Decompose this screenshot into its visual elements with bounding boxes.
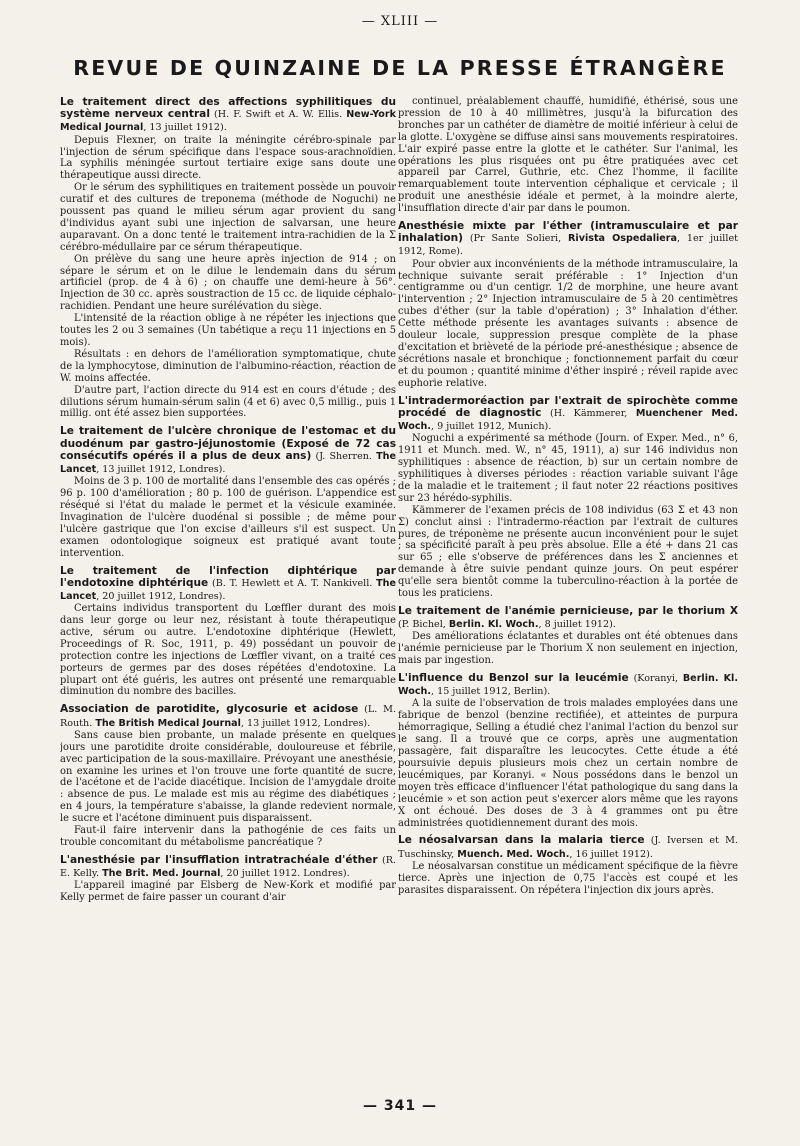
article-paragraph: Des améliorations éclatantes et durables ont été obtenues dans l'anémie pernicieuse par le Thorium X non seulement en injection, mais par ingestion. [398, 631, 738, 667]
article-journal: The Lancet [60, 450, 396, 475]
article-authors: (P. Bichel, [398, 619, 449, 631]
article-authors: (Koranyi, [628, 673, 683, 685]
article-title: Association de parotidite, glycosurie et acidose [60, 703, 359, 716]
article-paragraph: Faut-il faire intervenir dans la pathogénie de ces faits un trouble concomitant du métabolisme pancréatique ? [60, 825, 396, 848]
article-heading [60, 425, 396, 476]
article-authors: (H. F. Swift et A. W. Ellis. [209, 109, 347, 121]
article-date: , 20 juillet 1912. Londres). [220, 868, 350, 880]
article-date: , 15 juillet 1912, Berlin). [431, 686, 551, 698]
article [398, 672, 738, 829]
article-heading [60, 96, 396, 135]
article-paragraph: D'autre part, l'action directe du 914 est en cours d'étude ; des dilutions sérum humain-sérum salin (4 et 6) avec 0,5 millig., puis 1 millig. ont été assez bien supportées. [60, 384, 396, 420]
article-paragraph: Moins de 3 p. 100 de mortalité dans l'ensemble des cas opérés ; 96 p. 100 d'amélioration ; 80 p. 100 de guérison. L'appendice est réséqué si l'état du malade le permet et la vésicule examinée. Invagination de l'ulcère duodénal si possible ; de même pour l'ulcère gastrique que l'on excise d'ailleurs s'il est suspect. Un examen odontologique soigneux est pratiqué avant toute intervention. [60, 476, 396, 559]
article-heading [60, 703, 396, 729]
article-paragraph: L'appareil imaginé par Elsberg de New-Kork et modifié par Kelly permet de faire passer un courant d'air [60, 880, 396, 904]
page-roman-numeral: — XLIII — [361, 14, 439, 29]
article-heading [398, 220, 738, 259]
article-paragraph: Or le sérum des syphilitiques en traitement possède un pouvoir curatif et des cultures de treponema (méthode de Noguchi) ne poussent pas quand le milieu sérum agar provient du sang d'individus ayant subi une injection de salvarsan, une heure auparavant. On a donc tenté le traitement intra-rachidien de la Σ cérébro-médullaire par ce sérum thérapeutique. [60, 182, 396, 253]
article-date: , 1er juillet 1912, Rome). [398, 233, 738, 258]
article-heading [60, 565, 396, 604]
article-journal: Rivista Ospedaliera [568, 233, 677, 245]
right-column [398, 96, 738, 1086]
page-number: — 341 — [363, 1098, 437, 1114]
article-journal: The Lancet [60, 577, 396, 602]
article-paragraph: Noguchi a expérimenté sa méthode (Journ. of Exper. Med., n° 6, 1911 et Munch. med. W., n° 45, 1911), a) sur 146 individus non syphilitiques : absence de réaction, b) sur un certain nombre de syphilitiques à diverses périodes : réaction variable suivant l'âge de la maladie et le traitement ; il faut noter 22 réactions positives sur 23 hérédo-syphilis. [398, 433, 738, 504]
article-title: Le traitement de l'anémie pernicieuse, par le thorium X [398, 604, 738, 617]
article-paragraph: Kämmerer de l'examen précis de 108 individus (63 Σ et 43 non Σ) conclut ainsi : l'intradermo-réaction par l'extrait de cultures pures, de tréponème ne présente aucun inconvénient pour le sujet ; sa spécificité paraît à peu près absolue. Elle a été + dans 21 cas sur 65 ; elle s'observe de préférences dans les Σ anciennes et demande à être suivie pendant quinze jours. On peut espérer qu'elle sera bientôt comme la tuberculino-réaction à la portée de tous les praticiens. [398, 504, 738, 600]
article-authors: (R. E. Kelly. [60, 854, 396, 880]
article-paragraph: On prélève du sang une heure après injection de 914 ; on sépare le sérum et on le dilue le lendemain dans du sérum artificiel (prop. de 4 à 6) ; on chauffe une demi-heure à 56°. Injection de 30 cc. après soustraction de 15 cc. de liquide céphalo-rachidien. Pendant une heure surélévation du siège. [60, 253, 396, 313]
article-heading [398, 834, 738, 860]
article-title: Le traitement direct des affections syphilitiques du système nerveux central [60, 96, 396, 121]
article [60, 96, 396, 420]
article-title: L'influence du Benzol sur la leucémie [398, 672, 629, 685]
article-date: , 8 juillet 1912). [538, 619, 616, 631]
article-paragraph: Sans cause bien probante, un malade présente en quelques jours une parotidite droite considérable, douloureuse et fébrile, avec participation de la sous-maxillaire. Prévoyant une anesthésie, on examine les urines et l'on trouve une forte quantité de sucre, de l'acétone et de l'acide diacétique. Incision de l'amygdale droite : absence de pus. Le malade est mis au régime des diabétiques ; en 4 jours, la température s'abaisse, la glande redevient normale, le sucre et l'acétone diminuent puis disparaissent. [60, 729, 396, 825]
article-journal: Berlin. Kl. Woch. [398, 673, 738, 698]
article-date: , 9 juillet 1912, Munich). [431, 421, 552, 433]
article-heading [398, 605, 738, 631]
article-paragraph: continuel, préalablement chauffé, humidifié, éthérisé, sous une pression de 10 à 40 millimètres, jusqu'à la bifurcation des bronches par un cathéter de diamètre de moitié inférieur à celui de la glotte. L'oxygène se diffuse ainsi sans mouvements respiratoires. L'air expiré passe entre la glotte et le cathéter. Sur l'animal, les opérations les plus risquées ont pu être pratiquées avec cet appareil par Carrel, Guthrie, etc. Chez l'homme, il facilite remarquablement toute intervention céphalique et cervicale ; il produit une anesthésie idéale et permet, à la moindre alerte, l'insufflation directe d'air par dans le poumon. [398, 96, 738, 215]
article-paragraph: Le néosalvarsan constitue un médicament spécifique de la fièvre tierce. Après une injection de 0,75 l'accès est coupé et les parasites disparaissent. On répétera l'injection dix jours après. [398, 860, 738, 896]
article-title: L'intradermoréaction par l'extrait de spirochète comme procédé de diagnostic [398, 394, 738, 419]
article-date: , 13 juillet 1912, Londres). [96, 463, 226, 475]
article-title: Le néosalvarsan dans la malaria tierce [398, 834, 645, 847]
article [398, 395, 738, 600]
article-journal: The British Medical Journal [95, 717, 241, 729]
article-authors: (H. Kämmerer, [541, 407, 636, 419]
article-title: Le traitement de l'infection diphtérique par l'endotoxine diphtérique [60, 564, 396, 589]
article [60, 703, 396, 848]
article-paragraph: Certains individus transportent du Lœffler durant des mois dans leur gorge ou leur nez, résistant à toute thérapeutique active, sérum ou autre. L'endotoxine diphtérique (Hewlett, Proceedings of R. Soc, 1911, p. 49) possédant un pouvoir de protection contre les injections de Lœffler vivant, on a traité ces porteurs de germes par des doses répétées d'endotoxine. La plupart ont été guéris, les autres ont présenté une remarquable diminution du nombre des bacilles. [60, 603, 396, 698]
article-paragraph: Pour obvier aux inconvénients de la méthode intramusculaire, la technique suivante serait préférable : 1° Injection d'un centigramme ou d'un centigr. 1/2 de morphine, une heure avant l'intervention ; 2° Injection intramusculaire de 5 à 20 centimètres cubes d'éther (sur la table d'opération) ; 3° Inhalation d'éther. Cette méthode présente les avantages suivants : absence de douleur locale, suppression presque complète de la phase d'excitation et brièveté de la période pré-anesthésique ; absence de sécrétions nasale et bronchique ; fonctionnement parfait du cœur et du poumon ; quantité minime d'éther inspiré ; réveil rapide avec euphorie relative. [398, 258, 738, 389]
article-journal: New-York Medical Journal [60, 109, 396, 134]
article-title: Anesthésie mixte par l'éther (intramusculaire et par inhalation) [398, 220, 738, 245]
article [60, 565, 396, 699]
article-date: , 20 juillet 1912, Londres). [96, 590, 226, 602]
article-heading [398, 395, 738, 434]
article-authors: (J. Iversen et M. Tuschinsky, [398, 835, 738, 860]
article-paragraph: A la suite de l'observation de trois malades employées dans une fabrique de benzol (benzine rectifiée), et atteintes de purpura hémorragique, Selling a étudié chez l'animal l'action du benzol sur le sang. Il a trouvé que ce corps, après une augmentation passagère, fait disparaître les leucocytes. Cette étude a été poursuivie depuis plusieurs mois chez un certain nombre de leucémiques, par Koranyi. « Nous possédons dans le benzol un moyen très efficace d'influencer l'état pathologique du sang dans la leucémie » et son action peut s'exercer alors même que les rayons X ont échoué. Des doses de 3 à 4 grammes ont pu être administrées quotidiennement durant des mois. [398, 698, 738, 829]
article-journal: Berlin. Kl. Woch. [448, 619, 539, 631]
left-column [60, 96, 396, 1086]
article-paragraph: L'intensité de la réaction oblige à ne répéter les injections que toutes les 2 ou 3 semaines (Un tabétique a reçu 11 injections en 5 mois). [60, 313, 396, 349]
article-authors: (J. Sherren. [311, 450, 377, 462]
article-journal: Muench. Med. Woch. [457, 848, 570, 860]
article-paragraph: Depuis Flexner, on traite la méningite cérébro-spinale par l'injection de sérum spécifique dans l'espace sous-arachnoïdien. La syphilis méningée surtout tertiaire exige sans doute une thérapeutique aussi directe. [60, 134, 396, 182]
article-authors: (L. M. Routh. [60, 704, 396, 729]
article-paragraph: Résultats : en dehors de l'amélioration symptomatique, chute de la lymphocytose, diminution de l'albumino-réaction, réaction de W. moins affectée. [60, 348, 396, 384]
article-date: , 13 juillet 1912, Londres). [240, 717, 371, 729]
article-authors: (Pr Sante Solieri, [463, 233, 569, 245]
article-heading [60, 854, 396, 880]
article [398, 220, 738, 390]
article-journal: The Brit. Med. Journal [102, 868, 221, 880]
masthead-title: REVUE DE QUINZAINE DE LA PRESSE ÉTRANGÈRE [73, 56, 727, 80]
article [398, 834, 738, 896]
article [398, 605, 738, 667]
article-heading [398, 672, 738, 698]
article-date: , 16 juillet 1912). [569, 848, 653, 860]
article-authors: (B. T. Hewlett et A. T. Nankivell. [208, 577, 377, 589]
article-journal: Muenchener Med. Woch. [398, 407, 738, 433]
article-date: , 13 juillet 1912). [143, 122, 227, 134]
article-title: L'anesthésie par l'insufflation intratrachéale d'éther [60, 853, 378, 866]
article [60, 425, 396, 559]
article-title: Le traitement de l'ulcère chronique de l'estomac et du duodénum par gastro-jéjunostomie (Exposé de 72 cas consécutifs opérés il a plus de deux ans) [60, 425, 396, 462]
article [60, 854, 396, 904]
article [398, 96, 738, 215]
